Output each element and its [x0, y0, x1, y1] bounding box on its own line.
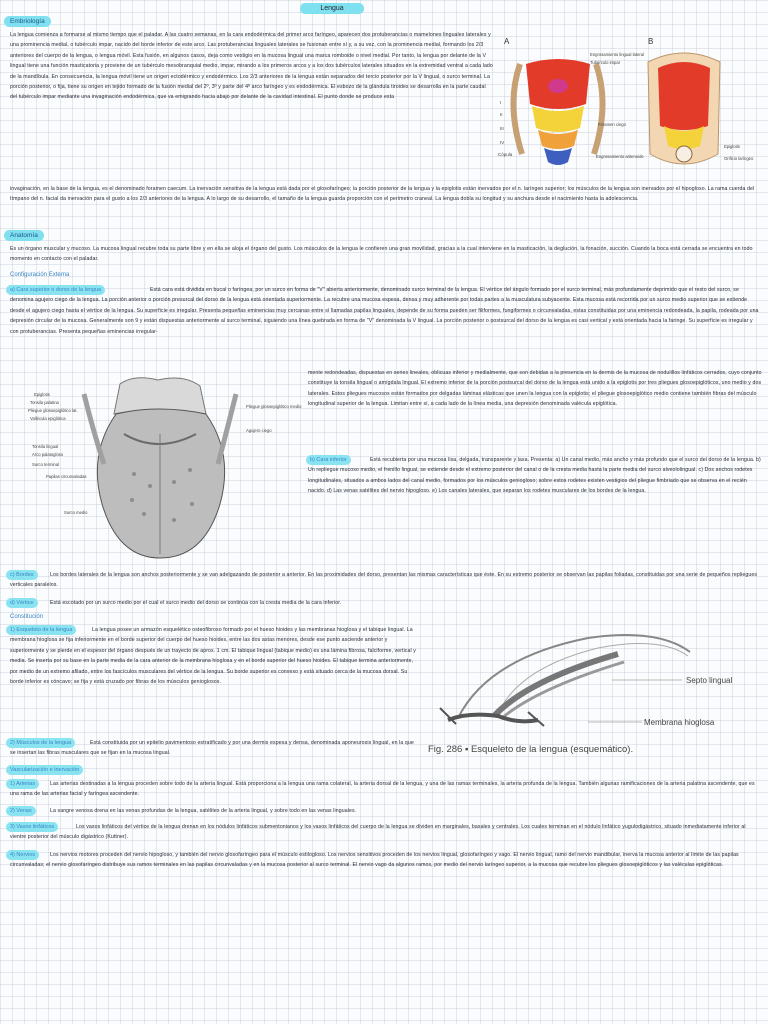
fig-label-copula: Cópula — [498, 152, 513, 157]
subsection-constitucion: Constitución — [10, 614, 44, 620]
text-nervios: Los nervios motores proceden del nervio hipogloso, y también del nervio glosofaríngeo para el músculo estilogloso. Los nervios sensitivos proceden de los nervios lingual, glosofaríngeo y vago. El nervio lingual, ramo del nervio mandibular, inerva la mucosa anterior al límite de las papilas circunvaladas; el nervio glosofaríngeo distribuye sus ramos terminales en las papilas circunvaladas y en la mucosa posterior al surco terminal. El nervio vago da algunos ramos, por medio del nervio laríngeo superior, a la mucosa que recubre los pliegues glosoepiglóticos y las valéculas epiglóticas. — [10, 852, 739, 869]
tongue-label-tonsila-palatina: Tonsila palatina — [30, 400, 59, 405]
figure-b-tongue — [648, 53, 720, 164]
subsection-configuracion: Configuración Externa — [10, 272, 70, 278]
subsection-venas: 2) Venas — [6, 806, 36, 816]
text-dorso-cont: mente redondeadas, dispuestas en series lineales, oblicuas inferior y medialmente, que son debidas a la presencia en la dermis de la mucosa de nodulillos linfáticos cerrados, cuyo conjunto constituye la tonsila lingual o amígdala lingual. El extremo inferior de la porción postsurcal del dorso de la lengua está unido a la epiglotis por tres pliegues glosoepiglóticos, uno medio y dos laterales. Estos pliegues mucosos están formados por delgadas láminas elásticas que unen la lengua con la epiglotis; el pliegue glosoepiglótico medio contiene también fibras del músculo longitudinal superior de la lengua. Limitan entre sí, a cada lado de la línea media, una depresión denominada valécula epiglótica. — [308, 370, 762, 408]
tongue-label-arco: Arco palatogloso — [32, 452, 64, 457]
tongue-label-papilas: Papilas circunvaladas — [46, 474, 87, 479]
text-esqueleto: La lengua posee un armazón esquelético osteofibroso formado por el hueso hioides y las membranas hioglosa y el tabique lingual. La membrana hioglosa se fija inferiormente en el borde superior del cuerpo del hueso hioides, entre las dos astas menores, desde ese punto asciende anterior y superiormente y se pierde en el espesor del órgano después de un trayecto de aprox. 1 cm. El tabique lingual (tabique medio) es una lámina fibrosa, falciforme, vertical y media. Se inserta por su base en la parte media de la cara anterior de la membrana hioglosa y en el borde superior del hueso hioides. El tabique termina anteriormente, por medio de un extremo afilado, entre los fascículos musculares del vértice de la lengua. Su borde superior es convexo y está situado cerca de la mucosa dorsal. Su borde inferior es cóncavo; se fija y está cruzado por fibras de los músculos genioglosos. — [10, 627, 416, 686]
skeleton-label-septo: Septo lingual — [686, 676, 733, 685]
text-embriologia-2: invaginación, en la base de la lengua, es el denominado foramen caecum. La inervación sensitiva de la lengua está dada por el glosofaríngeo; la porción posterior de la lengua y la epiglotis están inervados por el n. laríngeo superior; los músculos de la lengua son inervados por el hipogloso. La rama cuerda del tímpano del n. facial da inervación para el gusto a los 2/3 anteriores de la lengua. A lo largo de su desarrollo, el tamaño de la lengua guarda proporción con el perímetro craneal. La lengua dobla su longitud y su anchura desde el nacimiento hasta la adolescencia. — [10, 186, 755, 203]
text-dorso: Está cara está dividida en bucal o faríngea, por un surco en forma de "V" abierta anteriormente, denominado surco terminal de la lengua. El vértice del ángulo formado por el surco terminal, más profundamente deprimido que el resto del surco, se denomina agujero ciego de la lengua. La porción anterior o porción presurcal del dorso de la lengua está orientada superiormente. La recubre una mucosa espesa, densa y muy adherente por todas partes a la musculatura subyacente. Esta mucosa está recorrida por un surco medio superior que se extiende desde el agujero ciego hasta el vértice de la lengua. Su superficie es irregular. Presenta pequeñas eminencias muy cercanas entre sí llamadas papilas linguales, depende de su forma pueden ser filiformes, fungiformes o circunvaladas, estas constituidas por una eminencia redondeada, la papila, rodeada por una depresión circular de la mucosa. Generalmente son 9 y están dispuestas anteriormente al surco terminal, siguiendo una línea quebrada en forma de "V" denominada la V lingual. La porción posterior o postsurcal del dorso de la lengua es casi vertical y está orientada hacia la faringe. Su superficie es irregular y con protuberancias. Presenta pequeñas eminencias irregular- — [10, 287, 759, 335]
skeleton-label-membrana: Membrana hioglosa — [644, 718, 715, 727]
text-cara-inferior: Está recubierta por una mucosa lisa, delgada, transparente y laxa. Presenta: a) Un canal medio, más ancho y más profundo que el surco del dorso de la lengua. b) Un repliegue mucoso medio, el frenillo lingual, se extiende desde el extremo posterior del canal o de la cresta media hasta la parte media del surco alveololingual. c) Dos anchos rodetes longitudinales, situados a ambos lados del canal medio, formados por los músculos geniogloso; sobre estos rodetes existen vestigios del pliegue fimbriado que se observa en el recién nacido. d) Las venas satélites del nervio hipogloso. e) Los canales laterales, que separan los rodetes musculares de los bordes de la lengua. — [308, 457, 761, 495]
tongue-label-vallecula: Vallécula epiglótica — [30, 416, 66, 421]
tongue-label-agujero-ciego: Agujero ciego — [246, 428, 272, 433]
text-musculos: Está constituida por un epitelio pavimentoso estratificado y por una dermis espesa y densa, denominada aponeurosis lingual, en la que se insertan las fibras musculares que se fijan en la mucosa lingual. — [10, 740, 414, 757]
skeleton-caption: Fig. 286 ▪ Esqueleto de la lengua (esquemático). — [428, 744, 634, 755]
text-venas: La sangre venosa drena en las venas profundas de la lengua, satélites de la arteria lingual, y sobre todo en las venas linguales. — [50, 808, 357, 814]
fig-label-tub-impar: Tubérculo impar — [590, 60, 621, 65]
text-embriologia-1: La lengua comienza a formarse al mismo tiempo que el paladar. A las cuatro semanas, en la cara endodérmica del primer arco faríngeo, aparecen dos protuberancias o mamelones linguales laterales y una prominencia medial, o tubérculo impar, nacido del borde inferior de este arco. Las protuberancias linguales laterales se fusionan entre sí y, a su vez, con la prominencia medial, formando los 2/3 anteriores del cuerpo de la lengua, o lengua móvil. Esta fusión, en algunos casos, deja como vestigio en la mucosa lingual una marca romboide o nivel medial. Por tanto, la lengua por delante de la V lingual tiene una función masticatoria y proviene de un tubérculo mesobranquial medio, impar, mirando a los primeros arcos y a los dos tubérculos laterales situados en la extremidad ventral a cada lado de la mandíbula. En consecuencia, la lengua móvil tiene un origen ectodérmico y endodérmico. Los 2/3 anteriores de la lengua están separados del tercio posterior por la V lingual, o surco terminal. La porción posterior, o fija, tiene su origen en tejido formado de la fusión medial del 2º, 3º y parte del 4º arco faríngeo y es endodérmica. El esbozo de la glándula tiroides se desarrolla en la parte caudal del tubérculo impar mediante una invaginación endodérmica, que va emigrando hacia abajo por delante de la cavidad intestinal. El punto donde se produce esta — [10, 32, 493, 101]
tongue-label-pliegue-lat: Pliegue glosoepiglótico lat. — [28, 408, 78, 413]
tongue-label-surco-terminal: Surco terminal — [32, 462, 59, 467]
figure-a-tongue — [513, 59, 602, 165]
tongue-label-tonsila-lingual: Tonsila lingual — [32, 444, 59, 449]
fig-label-b: B — [648, 37, 654, 46]
subsection-esqueleto: 1) Esqueleto de la lengua — [6, 625, 76, 635]
subsection-bordes: c) Bordes — [6, 570, 38, 580]
subsection-arterias: 1) Arterias — [6, 779, 39, 789]
subsection-musculos: 2) Músculos de la lengua — [6, 738, 75, 748]
tongue-label-pliegue-medio: Pliegue glosoepiglótico medio — [246, 404, 302, 409]
fig-label-eng-lat: Engrosamiento lingual lateral — [590, 52, 645, 57]
text-bordes: Los bordes laterales de la lengua son anchos posteriormente y se van adelgazando de posterior a anterior. En las proximidades del dorso, presentan las mismas características que éste. En su extremo posterior se observan las papilas foliadas, constituidas por una serie de pequeños repliegues verticales paralelos. — [10, 572, 758, 589]
subsection-cara-inferior: b) Cara inferior — [306, 455, 351, 465]
subsection-cara-superior: a) Cara superior o dorso de la lengua — [6, 285, 105, 295]
subsection-vascularizacion: Vascularización e inervación — [6, 765, 83, 775]
text-arterias: Las arterias destinadas a la lengua proceden sobre todo de la arteria lingual. Está proporciona a la lengua una rama colateral, la arteria dorsal de la lengua, y una de las ramas terminales, la arteria profunda de la lengua. También algunas ramificaciones de la arteria palatina ascendente, que es una rama de las arterias facial y faríngea ascendente. — [10, 781, 755, 798]
tongue-label-epiglotis: Epiglotis — [34, 392, 50, 397]
text-linfaticos: Los vasos linfáticos del vértice de la lengua drenan en los nódulos linfáticos submentonianos y los vasos linfáticos del cuerpo de la lengua se dividen en marginales, basales y centrales. Los cuales terminan en el nódulo linfático yugulodigástrico, situado inmediatamente inferior al vientre posterior del músculo digástrico (Kuttner). — [10, 824, 746, 841]
fig-label-epiglotis: Epiglotis — [724, 144, 740, 149]
section-anatomia: Anatomía — [4, 230, 44, 241]
fig-label-iv: IV — [500, 140, 505, 145]
fig-label-iii: III — [500, 126, 504, 131]
fig-label-foramen: Foramen ciego — [598, 122, 626, 127]
fig-label-ii: II — [500, 112, 503, 117]
embryology-figure — [498, 34, 764, 180]
text-anatomia: Es un órgano muscular y mucoso. La mucosa lingual recubre toda su parte libre y en ella se aloja el órgano del gusto. Los músculos de la lengua le confieren una gran movilidad, gracias a la cual interviene en la masticación, la deglución, la fonación, succión. Cuando la boca está cerrada se encuentra en todo momento en contacto con el paladar. — [10, 246, 753, 263]
text-vertice: Está escotado por un surco medio por el cual el surco medio del dorso se continúa con la cresta media de la cara inferior. — [50, 600, 342, 606]
tongue-skeleton-figure — [428, 628, 764, 762]
subsection-nervios: 4) Nervios — [6, 850, 39, 860]
fig-label-orificio: Orificio laríngeo — [724, 156, 754, 161]
subsection-linfaticos: 3) Vasos linfáticos — [6, 822, 58, 832]
fig-label-a: A — [504, 37, 510, 46]
fig-label-eng-arit: Engrosamiento aritenoide — [596, 154, 644, 159]
page-title: Lengua — [300, 3, 364, 14]
fig-label-i: I — [500, 100, 502, 105]
tongue-label-surco-medio: Surco medio — [64, 510, 88, 515]
tongue-dorsum-figure — [24, 374, 302, 560]
subsection-vertice: d) Vértice — [6, 598, 38, 608]
section-embriologia: Embriología — [4, 16, 51, 27]
